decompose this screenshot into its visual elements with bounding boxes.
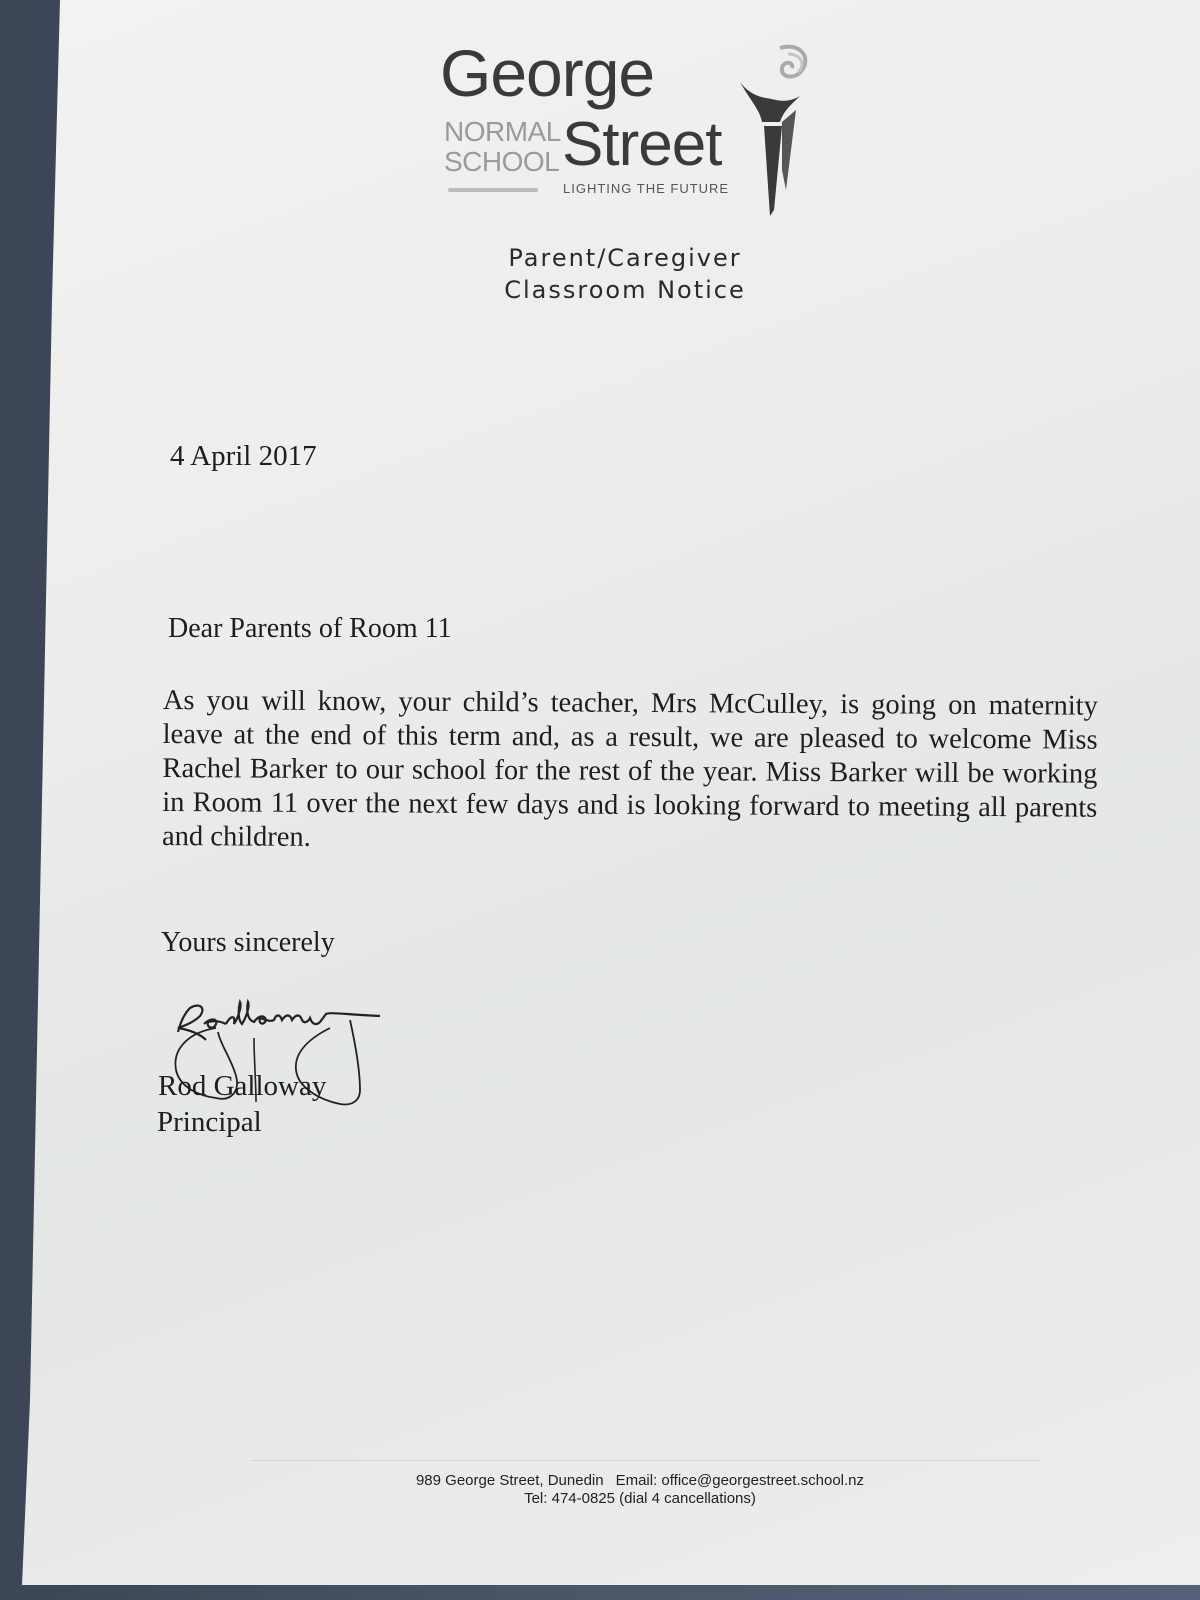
footer-line-1	[340, 1472, 940, 1490]
logo-tagline: LIGHTING THE FUTURE	[563, 181, 730, 196]
letter-date: 4 April 2017	[170, 440, 317, 472]
notice-line-1: Parent/Caregiver	[508, 244, 742, 272]
footer-divider	[250, 1460, 1040, 1461]
logo-swoosh	[448, 188, 538, 192]
letter-body: As you will know, your child’s teacher, Mrs McCulley, is going on maternity leave at the end of this term and, as a result, we are pleased to welcome Miss Rachel Barker to our school for the rest of the year. Miss Barker will be working in Room 11 over the next few days and is looking forward to meeting all parents and children.	[161, 685, 1098, 853]
footer-email: Email: office@georgestreet.school.nz	[615, 1472, 865, 1489]
logo-school: SCHOOL	[444, 146, 560, 177]
footer-phone: Tel: 474-0825 (dial 4 cancellations)	[524, 1490, 756, 1507]
logo-street: Street	[562, 110, 722, 179]
logo-george: George	[440, 36, 655, 110]
footer-address: 989 George Street, Dunedin	[415, 1472, 604, 1489]
notice-line-2: Classroom Notice	[504, 276, 746, 304]
signer-name: Rod Galloway	[158, 1070, 327, 1102]
school-logo	[440, 36, 820, 220]
salutation: Dear Parents of Room 11	[168, 613, 452, 644]
letter-footer	[340, 1472, 940, 1508]
signer-title: Principal	[157, 1106, 262, 1138]
closing: Yours sincerely	[161, 927, 335, 958]
torch-flame-icon	[736, 40, 816, 220]
notice-heading	[480, 242, 770, 306]
logo-normal: NORMAL	[444, 116, 561, 147]
